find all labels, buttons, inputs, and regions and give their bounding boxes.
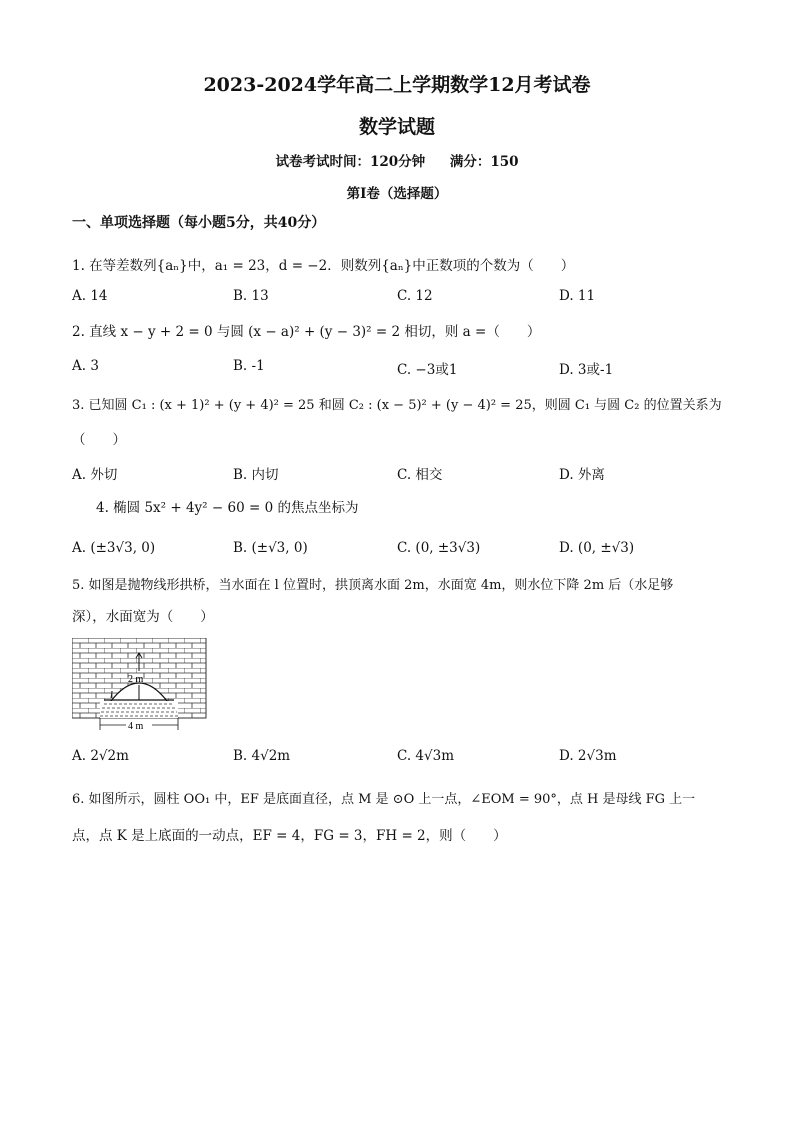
question-3-stem-cont: （ ） bbox=[72, 432, 126, 448]
exam-time: 试卷考试时间：120分钟 bbox=[275, 154, 426, 170]
option-b: B. 4√2m bbox=[233, 748, 291, 764]
option-b: B. 内切 bbox=[233, 467, 279, 483]
option-a: A. 14 bbox=[72, 288, 108, 304]
option-a: A. 3 bbox=[72, 358, 99, 374]
question-2-options bbox=[72, 358, 732, 378]
question-3-options bbox=[72, 463, 732, 483]
exam-score: 满分：150 bbox=[449, 154, 519, 170]
exam-meta bbox=[0, 150, 794, 170]
option-a: A. (±3√3, 0) bbox=[72, 540, 156, 556]
question-5-stem: 5. 如图是抛物线形拱桥，当水面在 l 位置时，拱顶离水面 2m，水面宽 4m，则水位下降 2m 后（水足够 bbox=[72, 578, 674, 593]
width-label: 4 m bbox=[128, 721, 144, 732]
question-4-stem: 4. 椭圆 5x² + 4y² − 60 = 0 的焦点坐标为 bbox=[96, 500, 359, 516]
question-5-stem-cont: 深），水面宽为（ ） bbox=[72, 609, 214, 625]
question-5-options bbox=[72, 748, 732, 768]
question-1-stem: 1. 在等差数列{aₙ}中，a₁ = 23，d = −2．则数列{aₙ}中正数项的个数为（ ） bbox=[72, 258, 575, 274]
option-a: A. 2√2m bbox=[72, 748, 129, 764]
height-label: 2 m bbox=[128, 674, 144, 685]
option-d: D. (0, ±√3) bbox=[559, 540, 635, 556]
option-d: D. 2√3m bbox=[559, 748, 617, 764]
exam-subtitle: 数学试题 bbox=[358, 116, 435, 138]
option-b: B. (±√3, 0) bbox=[233, 540, 308, 556]
question-4-options bbox=[72, 540, 732, 560]
option-b: B. -1 bbox=[233, 358, 265, 374]
option-d: D. 11 bbox=[559, 288, 596, 304]
option-b: B. 13 bbox=[233, 288, 269, 304]
question-6-stem: 6. 如图所示，圆柱 OO₁ 中，EF 是底面直径，点 M 是 ⊙O 上一点，∠EOM = 90°，点 H 是母线 FG 上一 bbox=[72, 792, 696, 807]
option-c: C. (0, ±3√3) bbox=[397, 540, 481, 556]
option-c: C. 4√3m bbox=[397, 748, 455, 764]
water-line-label: l bbox=[110, 690, 113, 701]
question-6-stem-cont: 点，点 K 是上底面的一动点，EF = 4，FG = 3，FH = 2，则（ ） bbox=[72, 828, 507, 844]
arch-bridge-figure bbox=[72, 638, 212, 732]
option-d: D. 外离 bbox=[559, 467, 605, 483]
option-d: D. 3或-1 bbox=[559, 362, 614, 378]
question-2-stem: 2. 直线 x − y + 2 = 0 与圆 (x − a)² + (y − 3)² = 2 相切，则 a =（ ） bbox=[72, 324, 541, 340]
section-heading: 一、单项选择题（每小题5分，共40分） bbox=[72, 215, 326, 231]
exam-title: 2023-2024学年高二上学期数学12月考试卷 bbox=[203, 74, 591, 96]
question-3-stem: 3. 已知圆 C₁ : (x + 1)² + (y + 4)² = 25 和圆 C₂ : (x − 5)² + (y − 4)² = 25，则圆 C₁ 与圆 C₂ 的位置关系为 bbox=[72, 398, 722, 413]
option-c: C. 相交 bbox=[397, 467, 443, 483]
volume-heading: 第I卷（选择题） bbox=[346, 186, 448, 202]
option-c: C. 12 bbox=[397, 288, 433, 304]
option-c: C. −3或1 bbox=[397, 362, 458, 378]
question-1-options bbox=[72, 288, 732, 308]
option-a: A. 外切 bbox=[72, 467, 118, 483]
